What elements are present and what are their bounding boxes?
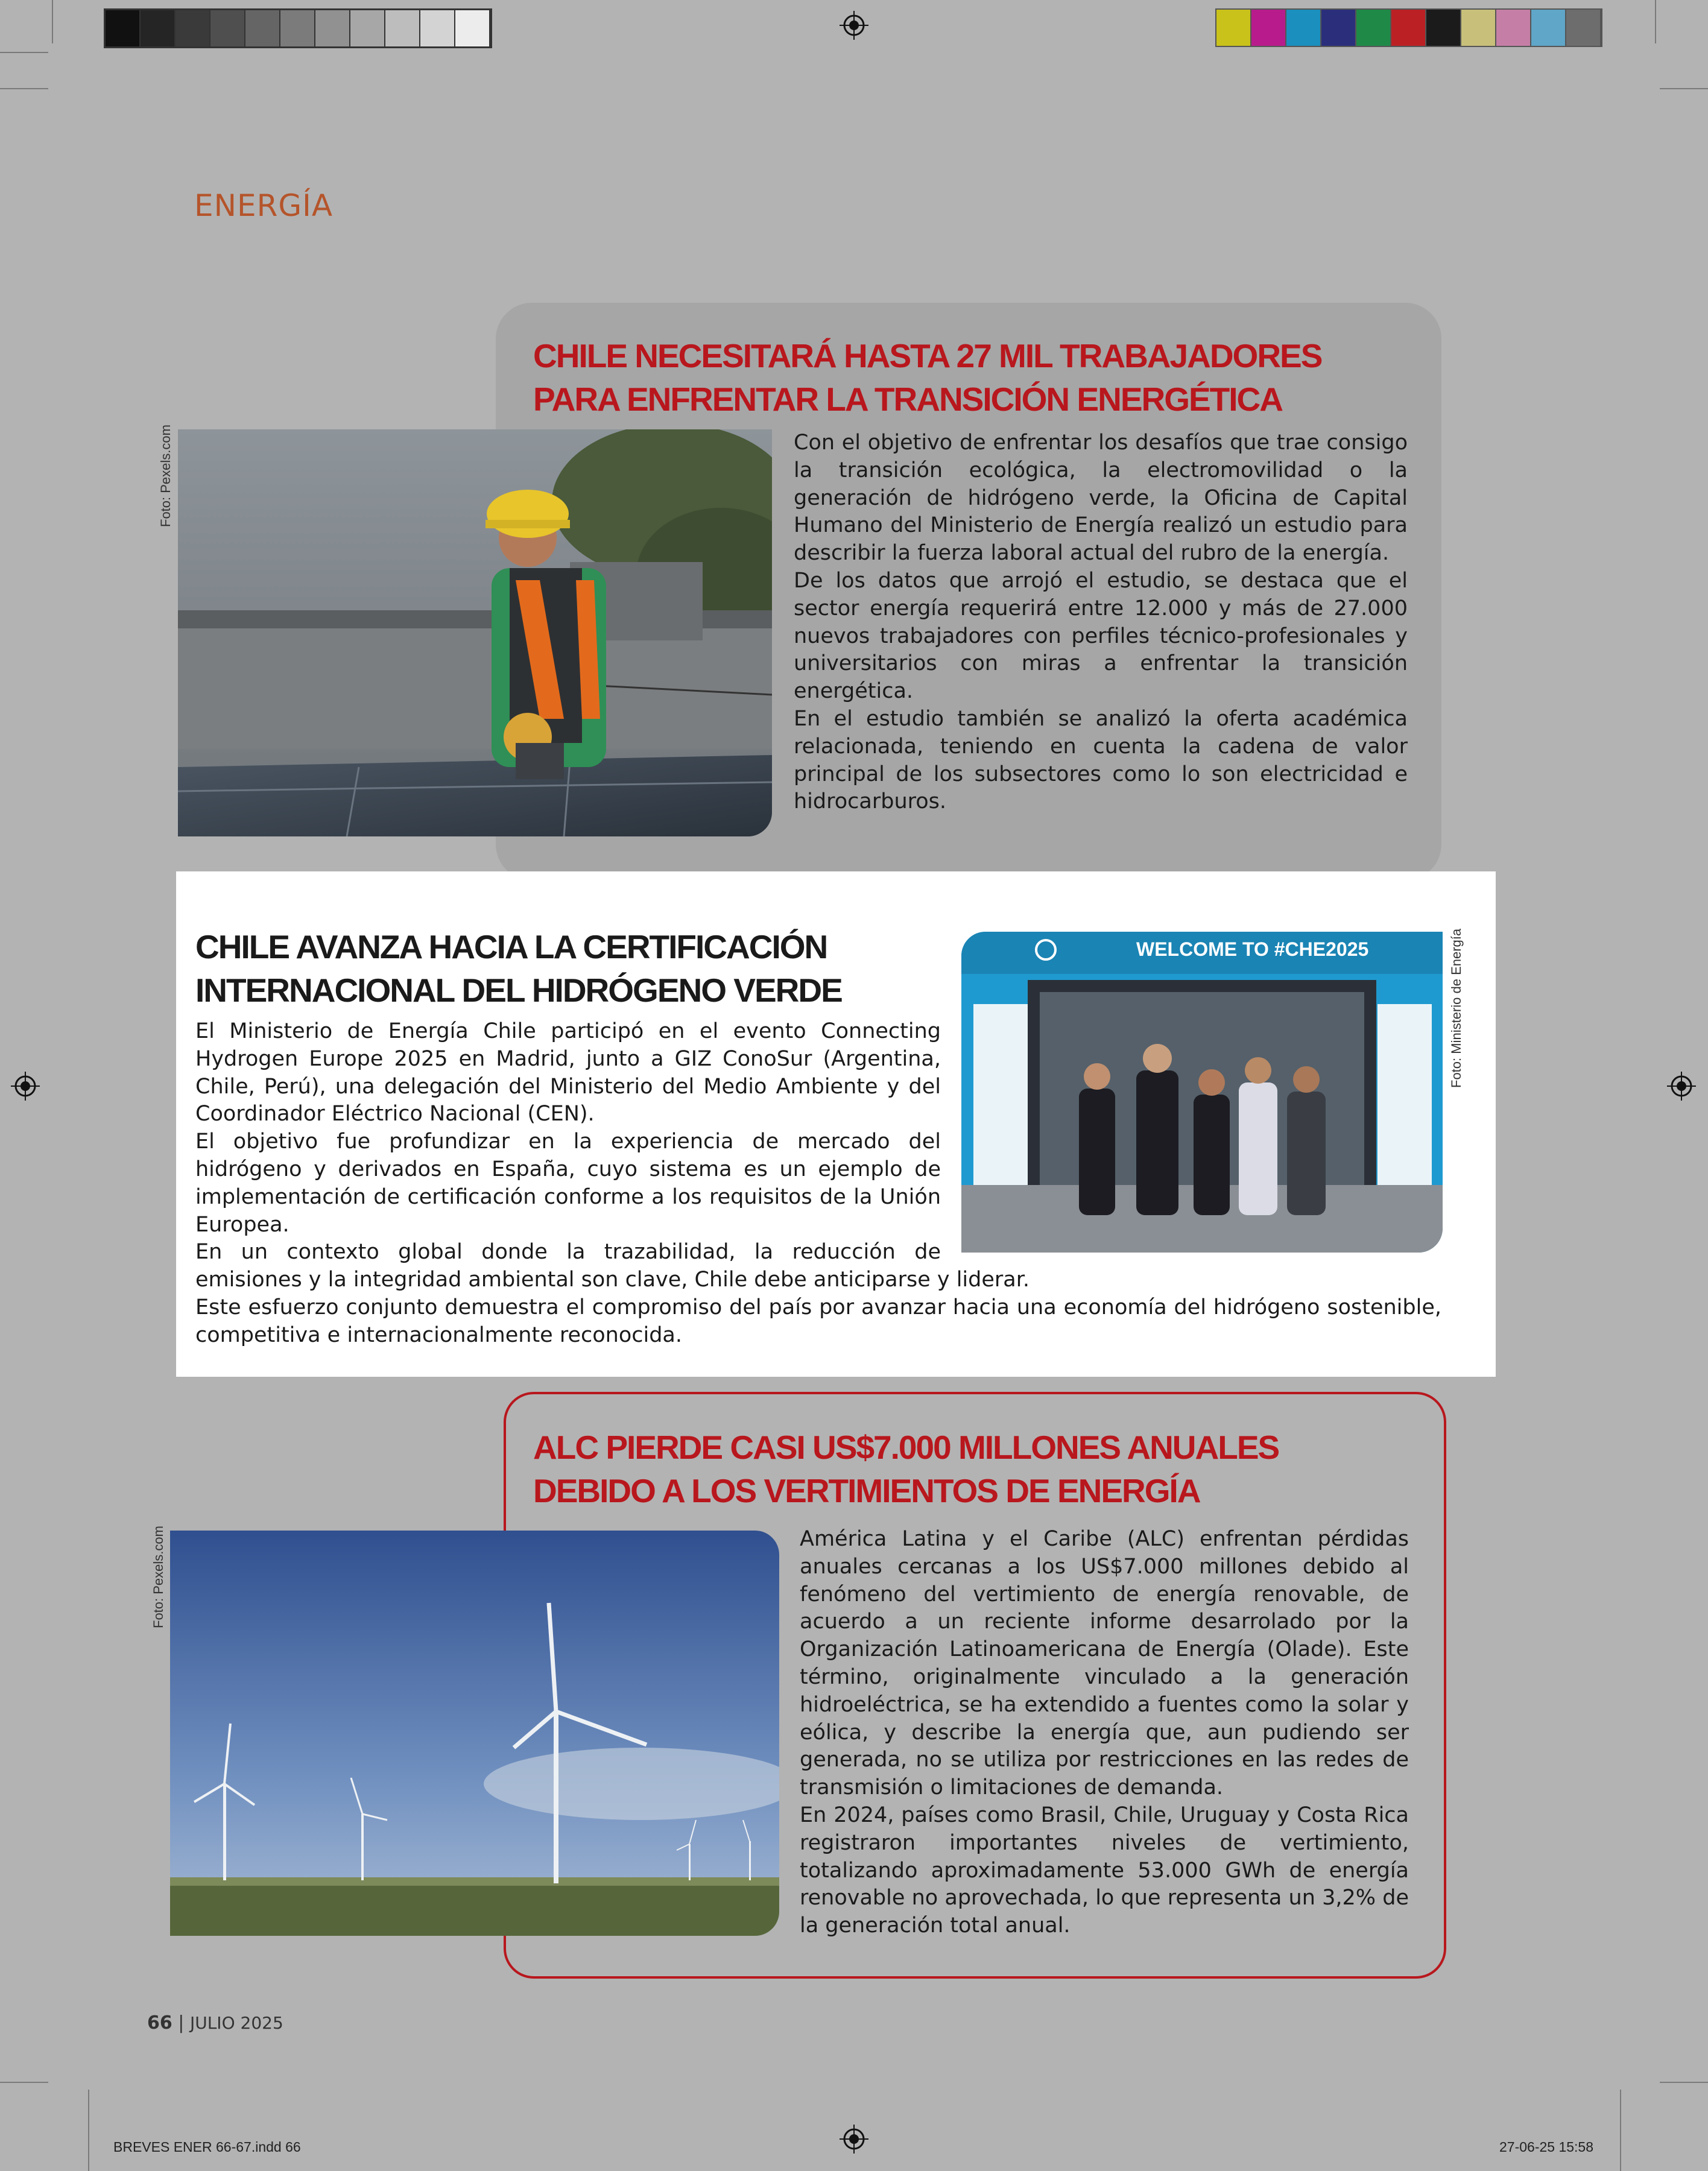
crop-mark bbox=[0, 88, 48, 89]
color-swatch bbox=[1286, 10, 1321, 46]
article-1-paragraph: En el estudio también se analizó la oferta académica relacionada, teniendo en cuenta la cadena de valor principal de los subsectores como lo son electricidad e hidrocarburos. bbox=[794, 706, 1408, 814]
article-2-title bbox=[195, 925, 949, 1012]
crop-mark bbox=[0, 52, 48, 53]
color-swatch bbox=[1531, 10, 1566, 46]
crop-mark bbox=[1660, 88, 1708, 89]
crop-mark bbox=[0, 2082, 48, 2083]
color-swatch bbox=[1496, 10, 1531, 46]
article-2-paragraph: El objetivo fue profundizar en la experiencia de mercado del hidrógeno y derivados en España, cuyo sistema es un ejemplo de implementación de certificación conforme a los requisitos de la Unión Europea. bbox=[195, 1130, 941, 1237]
crop-mark bbox=[88, 2090, 89, 2171]
gray-swatch bbox=[420, 10, 455, 46]
gray-swatch bbox=[385, 10, 420, 46]
gray-swatch bbox=[176, 10, 210, 46]
article-2-paragraph: emisiones y la integridad ambiental son clave, Chile debe anticiparse y liderar. bbox=[195, 1268, 1030, 1292]
crop-mark bbox=[1660, 2082, 1708, 2083]
photo-credit: Foto: Ministerio de Energía bbox=[1449, 928, 1464, 1088]
color-swatch bbox=[1461, 10, 1496, 46]
article-3-title bbox=[533, 1426, 1438, 1512]
article-1-title-line-2: PARA ENFRENTAR LA TRANSICIÓN ENERGÉTICA bbox=[533, 381, 1282, 418]
color-swatch bbox=[1356, 10, 1391, 46]
article-3-paragraph: En 2024, países como Brasil, Chile, Uruguay y Costa Rica registraron importantes niveles de vertimiento, totalizando aproximadamente 53.000 GWh de energía renovable no aprovechada, lo que representa un 3,2% de la generación total anual. bbox=[800, 1803, 1409, 1938]
article-2-title-line-1: CHILE AVANZA HACIA LA CERTIFICACIÓN bbox=[195, 928, 827, 965]
article-2-paragraph: En un contexto global donde la trazabilidad, la reducción de bbox=[195, 1240, 941, 1265]
page-footer bbox=[147, 2012, 283, 2034]
footer-separator: | bbox=[178, 2012, 185, 2034]
section-label: ENERGÍA bbox=[194, 188, 334, 223]
article-3-body bbox=[800, 1526, 1409, 1940]
article-3-title-line-2: DEBIDO A LOS VERTIMIENTOS DE ENERGÍA bbox=[533, 1472, 1200, 1509]
gray-swatch bbox=[210, 10, 245, 46]
article-1-photo-worker-solar-panels bbox=[178, 429, 772, 836]
color-swatch bbox=[1566, 10, 1601, 46]
article-2-title-line-2: INTERNACIONAL DEL HIDRÓGENO VERDE bbox=[195, 972, 842, 1009]
color-swatch bbox=[1426, 10, 1461, 46]
print-slug-filename: BREVES ENER 66-67.indd 66 bbox=[113, 2139, 301, 2155]
article-1-paragraph: Con el objetivo de enfrentar los desafíos que trae consigo la transición ecológica, la electromovilidad o la generación de hidrógeno verde, la Oficina de Capital Humano del Ministerio de Energía realizó un estudio para describir la fuerza laboral actual del rubro de la energía. bbox=[794, 431, 1408, 566]
crop-mark bbox=[1620, 2090, 1621, 2171]
article-3-photo-wind-turbines bbox=[170, 1531, 779, 1936]
issue-date: JULIO 2025 bbox=[189, 2013, 283, 2033]
crop-mark bbox=[52, 0, 53, 43]
article-1-title bbox=[533, 334, 1438, 421]
gray-swatch bbox=[106, 10, 141, 46]
gray-swatch bbox=[350, 10, 385, 46]
page-number: 66 bbox=[147, 2012, 172, 2034]
color-swatch bbox=[1391, 10, 1426, 46]
photo-credit: Foto: Pexels.com bbox=[158, 425, 173, 527]
article-2-paragraph: El Ministerio de Energía Chile participó en el evento Connecting Hydrogen Europe 2025 en Madrid, junto a GIZ ConoSur (Argentina, Chile, Perú), una delegación del Ministerio del Medio Ambiente y del Coordinador Eléctrico Nacional (CEN). bbox=[195, 1019, 941, 1127]
color-swatch bbox=[1321, 10, 1356, 46]
registration-mark-icon bbox=[1667, 1072, 1696, 1101]
article-1-title-line-1: CHILE NECESITARÁ HASTA 27 MIL TRABAJADORES bbox=[533, 337, 1322, 374]
photo-credit: Foto: Pexels.com bbox=[151, 1526, 166, 1628]
gray-swatch bbox=[315, 10, 350, 46]
registration-mark-icon bbox=[840, 2125, 868, 2154]
color-calibration-bar bbox=[1215, 8, 1602, 47]
article-2-body-wide bbox=[195, 1266, 1441, 1349]
grayscale-calibration-bar bbox=[104, 8, 492, 48]
color-swatch bbox=[1251, 10, 1286, 46]
gray-swatch bbox=[455, 10, 490, 46]
gray-swatch bbox=[141, 10, 176, 46]
article-2-paragraph: Este esfuerzo conjunto demuestra el compromiso del país por avanzar hacia una economía del hidrógeno sostenible, competitiva e internacionalmente reconocida. bbox=[195, 1295, 1441, 1347]
article-2-body-narrow bbox=[195, 1018, 941, 1266]
registration-mark-icon bbox=[840, 11, 868, 40]
photo-banner-text: WELCOME TO #CHE2025 bbox=[1136, 938, 1369, 960]
color-swatch bbox=[1216, 10, 1251, 46]
crop-mark bbox=[1655, 0, 1656, 43]
article-1-body bbox=[794, 429, 1408, 816]
print-slug-date: 27-06-25 15:58 bbox=[1499, 2139, 1594, 2155]
registration-mark-icon bbox=[11, 1072, 40, 1101]
article-3-title-line-1: ALC PIERDE CASI US$7.000 MILLONES ANUALES bbox=[533, 1429, 1279, 1466]
gray-swatch bbox=[280, 10, 315, 46]
gray-swatch bbox=[245, 10, 280, 46]
article-3-paragraph: América Latina y el Caribe (ALC) enfrentan pérdidas anuales cercanas a los US$7.000 millones debido al fenómeno del vertimiento de energía renovable, de acuerdo a un reciente informe desarrolado por la Organización Latinoamericana de Energía (Olade). Este término, originalmente vinculado a la generación hidroeléctrica, se ha extendido a fuentes como la solar y eólica, y describe la energía que, aun pudiendo ser generada, no se utiliza por restricciones en las redes de transmisión o limitaciones de demanda. bbox=[800, 1527, 1409, 1800]
article-2-photo-delegation-che2025 bbox=[961, 932, 1443, 1253]
article-1-paragraph: De los datos que arrojó el estudio, se destaca que el sector energía requerirá entre 12.000 y más de 27.000 nuevos trabajadores con perfiles técnico-profesionales y universitarios con miras a enfrentar la transición energética. bbox=[794, 568, 1408, 704]
